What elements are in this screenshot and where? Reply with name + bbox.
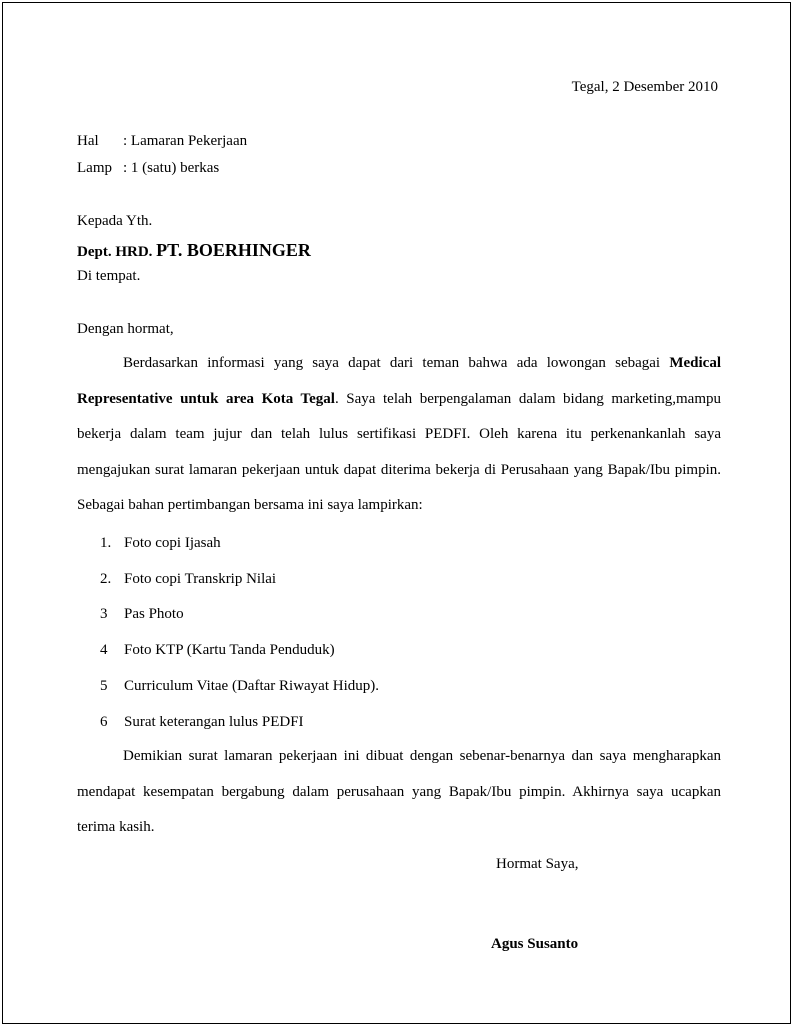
body1-position: Medical Representative untuk area Kota Tegal [77,355,721,407]
list-item [100,533,221,553]
recipient-line [77,240,311,262]
letter-page [2,2,791,1024]
list-item-text: Foto copi Transkrip Nilai [124,571,277,587]
signer-name: Agus Susanto [491,936,579,952]
recipient-greeting: Kepada Yth. [77,213,153,229]
closing: Hormat Saya, [496,856,579,872]
body1-text-a: Berdasarkan informasi yang saya dapat dari teman bahwa ada lowongan sebagai [123,355,670,371]
letter-date: Tegal, 2 Desember 2010 [571,79,718,95]
list-item-number: 4 [100,642,108,658]
list-item-number: 3 [100,606,108,622]
list-item [100,604,184,624]
subject-label: Hal [77,133,99,149]
attachment-label: Lamp [77,160,112,176]
recipient-company: PT. BOERHINGER [156,240,311,260]
list-item [100,569,276,589]
list-item-text: Curriculum Vitae (Daftar Riwayat Hidup). [124,678,379,694]
salutation: Dengan hormat, [77,321,174,337]
body-paragraph-2: Demikian surat lamaran pekerjaan ini dibuat dengan sebenar-benarnya dan saya mengharapkan mendapat kesempatan bergabung dalam perusahaan yang Bapak/Ibu pimpin. Akhirnya saya ucapkan terima kasih. [77,748,721,835]
list-item-number: 6 [100,714,108,730]
body1-text-b: . Saya telah berpengalaman dalam bidang marketing,mampu bekerja dalam team jujur dan telah lulus sertifikasi PEDFI. Oleh karena itu perkenankanlah saya mengajukan surat lamaran pekerjaan untuk dapat diterima bekerja di Perusahaan yang Bapak/Ibu pimpin. Sebagai bahan pertimbangan bersama ini saya lampirkan: [77,390,721,513]
body-paragraph-1 [77,346,721,524]
list-item [100,676,379,696]
list-item-number: 2. [100,571,112,587]
list-item [100,712,304,732]
list-item-text: Surat keterangan lulus PEDFI [124,714,304,730]
attachment-value: : 1 (satu) berkas [123,160,220,176]
list-item-number: 1. [100,535,112,551]
recipient-place: Di tempat. [77,268,141,284]
list-item-text: Pas Photo [124,606,184,622]
list-item-number: 5 [100,678,108,694]
recipient-dept: Dept. HRD. [77,244,153,260]
subject-value: : Lamaran Pekerjaan [123,133,248,149]
list-item-text: Foto KTP (Kartu Tanda Penduduk) [124,642,335,658]
list-item-text: Foto copi Ijasah [124,535,221,551]
list-item [100,640,335,660]
